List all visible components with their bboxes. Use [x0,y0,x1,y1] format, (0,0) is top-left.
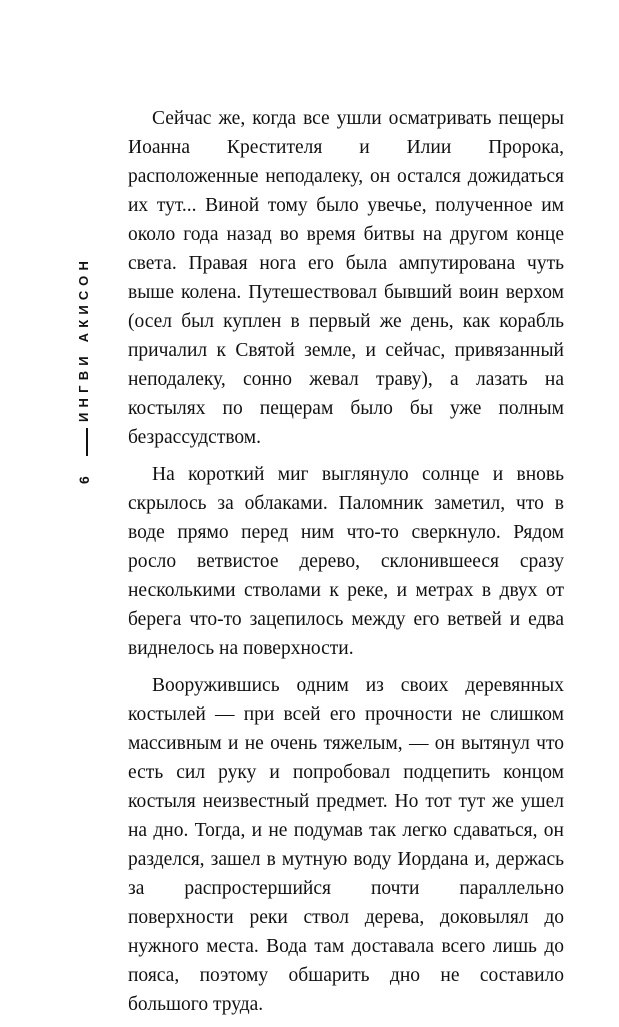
body-text [128,104,564,1027]
running-head-author [76,255,98,422]
running-head-divider [86,428,88,456]
paragraph: Сейчас же, когда все ушли осматривать пещеры Иоанна Крестителя и Илии Пророка, расположенные неподалеку, он остался дожидаться их тут... Виной тому было увечье, полученное им около года назад во время битвы на другом конце света. Правая нога его была ампутирована чуть выше колена. Путешествовал бывший воин верхом (осел был куплен в первый же день, как корабль причалил к Святой земле, и сейчас, привязанный неподалеку, сонно жевал траву), а лазать на костылях по пещерам было бы уже полным безрассудством. [128,108,564,448]
page-number: 6 [76,476,92,484]
paragraph: На короткий миг выглянуло солнце и вновь скрылось за облаками. Паломник заметил, что в воде прямо перед ним что-то сверкнуло. Рядом росло ветвистое дерево, склонившееся сразу несколькими стволами к реке, и метрах в двух от берега что-то зацепилось между его ветвей и едва виднелось на поверхности. [128,464,564,659]
paragraph: Вооружившись одним из своих деревянных костылей — при всей его прочности не слишком массивным и не очень тяжелым, — он вытянул что есть сил руку и попробовал подцепить концом костыля неизвестный предмет. Но тот тут же ушел на дно. Тогда, и не подумав так легко сдаваться, он разделся, зашел в мутную воду Иордана и, держась за распростершийся почти параллельно поверхности реки ствол дерева, доковылял до нужного места. Вода там доставала всего лишь до пояса, поэтому обшарить дно не составило большого труда. [128,675,564,1015]
author-name: ИНГВИ АКИСОН [76,255,91,422]
running-head-page-number [76,462,98,486]
